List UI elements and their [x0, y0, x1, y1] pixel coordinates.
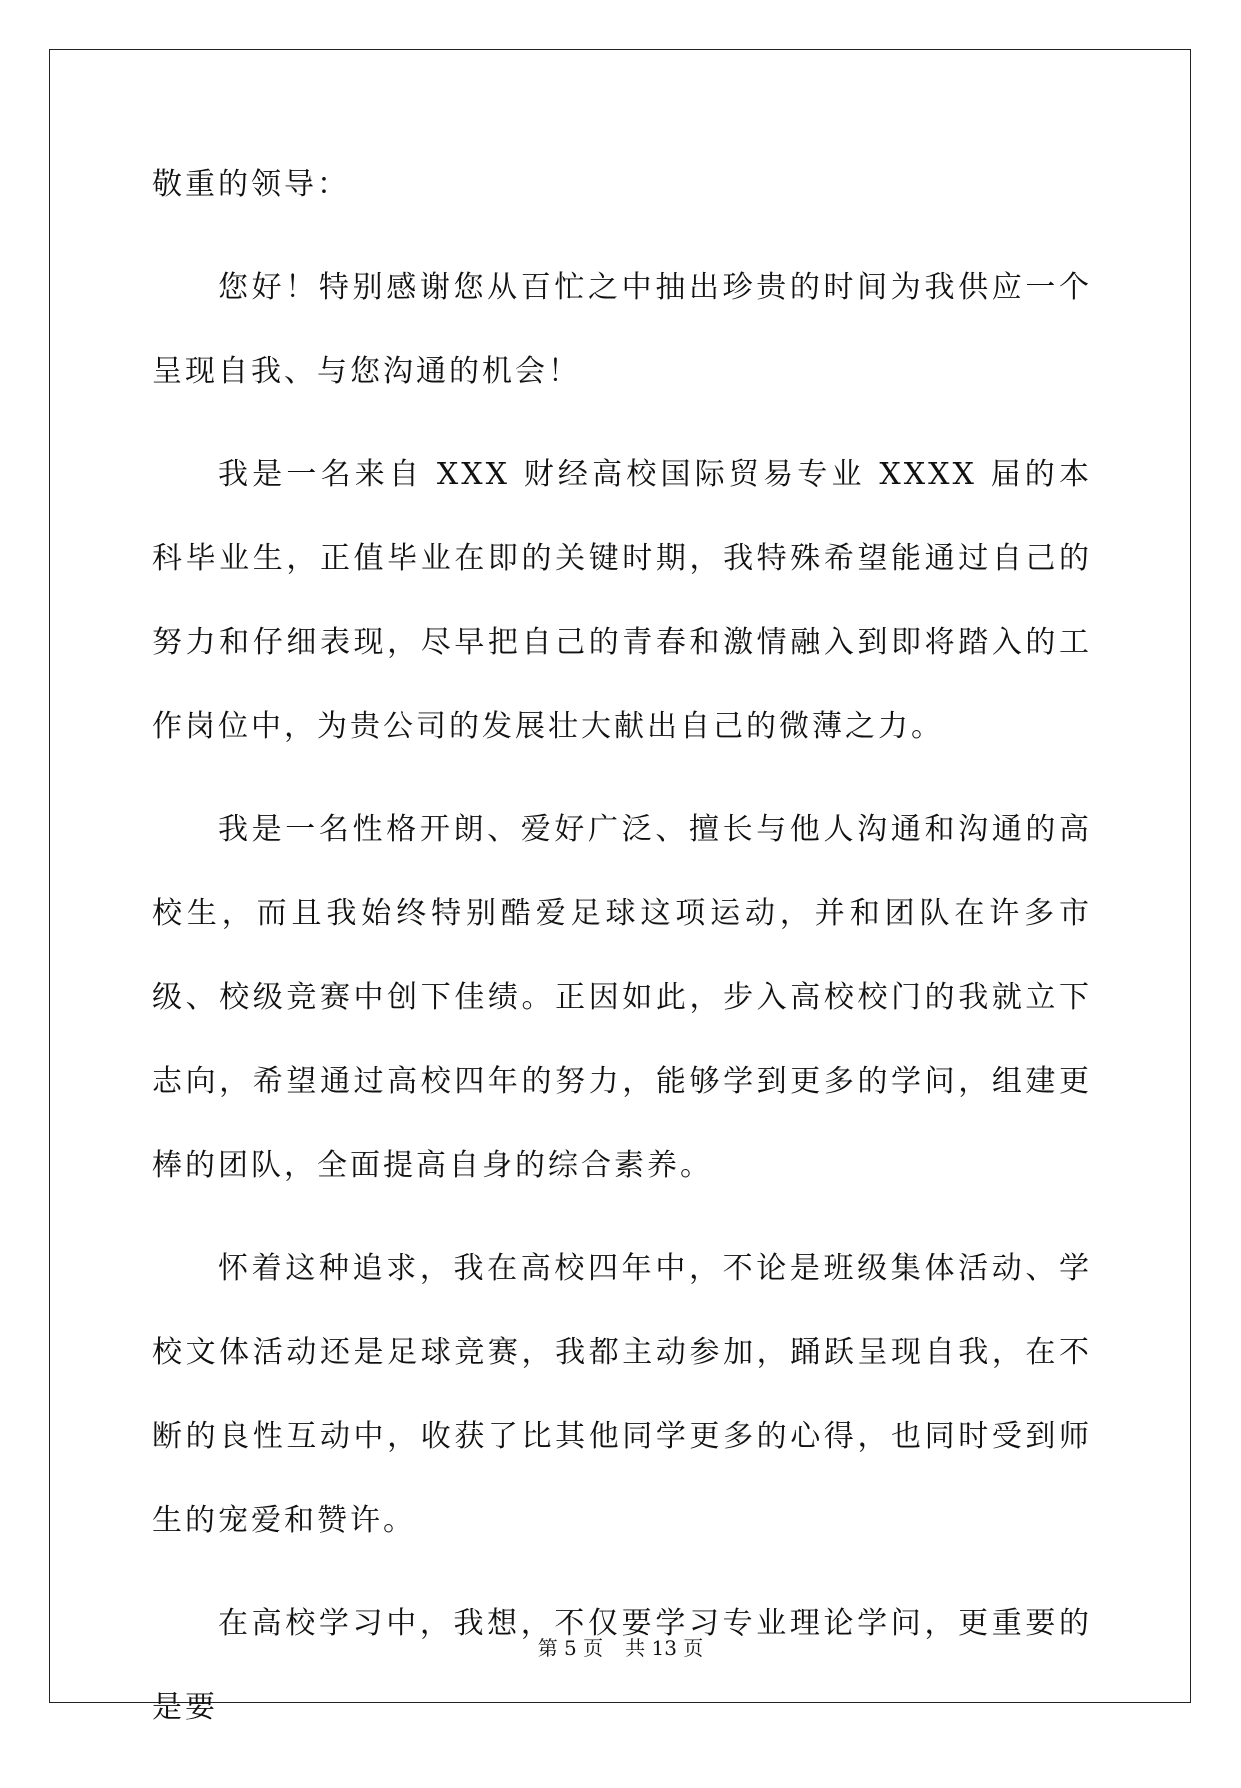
paragraph-activities: 怀着这种追求，我在高校四年中，不论是班级集体活动、学校文体活动还是足球竞赛，我都主动参加，踊跃呈现自我，在不断的良性互动中，收获了比其他同学更多的心得，也同时受到师生的宠爱和赞许。 [152, 1251, 1092, 1538]
salutation: 敬重的领导： [152, 167, 350, 202]
paragraph-study: 在高校学习中，我想，不仅要学习专业理论学问，更重要的是要 [152, 1606, 1092, 1725]
page-footer [0, 1636, 1241, 1660]
letter-body [152, 162, 1092, 1788]
total-pages: 共 13 页 [625, 1636, 704, 1660]
paragraph-personality: 我是一名性格开朗、爱好广泛、擅长与他人沟通和沟通的高校生，而且我始终特别酷爱足球这项运动，并和团队在许多市级、校级竞赛中创下佳绩。正因如此，步入高校校门的我就立下志向，希望通过高校四年的努力，能够学到更多的学问，组建更棒的团队，全面提高自身的综合素养。 [152, 812, 1092, 1183]
paragraph-greeting: 您好！特别感谢您从百忙之中抽出珍贵的时间为我供应一个呈现自我、与您沟通的机会！ [152, 270, 1092, 389]
paragraph-introduction: 我是一名来自 XXX 财经高校国际贸易专业 XXXX 届的本科毕业生，正值毕业在即的关键时期，我特殊希望能通过自己的努力和仔细表现，尽早把自己的青春和激情融入到即将踏入的工作岗位中，为贵公司的发展壮大献出自己的微薄之力。 [152, 457, 1092, 744]
page-number: 第 5 页 [537, 1636, 604, 1660]
